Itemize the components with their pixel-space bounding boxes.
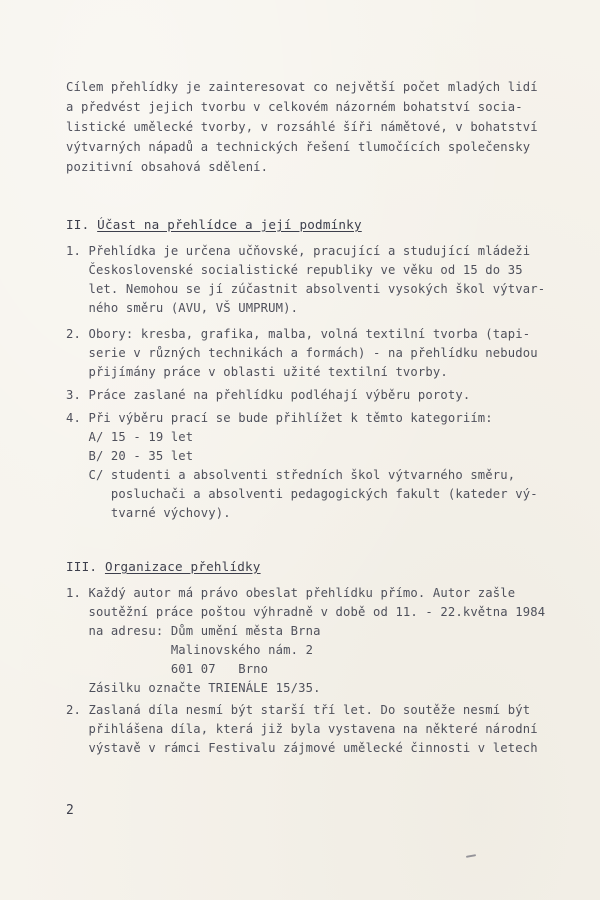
list-item: serie v různých technikách a formách) - na přehlídku nebudou xyxy=(66,346,538,360)
section-number: III. xyxy=(66,559,98,574)
section-heading-3 xyxy=(66,560,261,574)
list-item: na adresu: Dům umění města Brna xyxy=(66,624,321,638)
address-line: Malinovského nám. 2 xyxy=(66,643,314,657)
list-item: let. Nemohou se jí zúčastnit absolventi vysokých škol výtvar- xyxy=(66,282,546,296)
list-item: posluchači a absolventi pedagogických fakult (kateder vý- xyxy=(66,487,538,501)
list-item: Československé socialistické republiky ve věku od 15 do 35 xyxy=(66,263,523,277)
list-item: 1. Přehlídka je určena učňovské, pracující a studující mládeži xyxy=(66,244,531,258)
intro-line: výtvarných nápadů a technických řešení tlumočících společensky xyxy=(66,140,531,154)
list-item: ného směru (AVU, VŠ UMPRUM). xyxy=(66,301,299,315)
list-item: soutěžní práce poštou výhradně v době od 11. - 22.května 1984 xyxy=(66,605,546,619)
section-title: Organizace přehlídky xyxy=(104,559,261,574)
intro-line: Cílem přehlídky je zainteresovat co největší počet mladých lidí xyxy=(66,80,538,94)
list-item: 1. Každý autor má právo obeslat přehlídku přímo. Autor zašle xyxy=(66,586,516,600)
list-item: 2. Zaslaná díla nesmí být starší tří let. Do soutěže nesmí být xyxy=(66,703,531,717)
list-item: B/ 20 - 35 let xyxy=(66,449,194,463)
address-line: 601 07 Brno xyxy=(66,662,269,676)
list-item: přijímány práce v oblasti užité textilní tvorby. xyxy=(66,365,448,379)
ink-speck xyxy=(466,854,476,858)
list-item: 3. Práce zaslané na přehlídku podléhají výběru poroty. xyxy=(66,388,471,402)
intro-line: pozitivní obsahová sdělení. xyxy=(66,160,269,174)
list-item: C/ studenti a absolventi středních škol výtvarného směru, xyxy=(66,468,516,482)
section-title: Účast na přehlídce a její podmínky xyxy=(97,217,362,232)
list-item: Zásilku označte TRIENÁLE 15/35. xyxy=(66,681,321,695)
list-item: přihlášena díla, která již byla vystavena na některé národní xyxy=(66,722,538,736)
section-number: II. xyxy=(66,217,90,232)
list-item: tvarné výchovy). xyxy=(66,506,231,520)
list-item: 4. Při výběru prací se bude přihlížet k těmto kategoriím: xyxy=(66,411,493,425)
list-item: výstavě v rámci Festivalu zájmové umělecké činnosti v letech xyxy=(66,741,538,755)
page-number: 2 xyxy=(66,803,74,818)
list-item: A/ 15 - 19 let xyxy=(66,430,194,444)
intro-line: listické umělecké tvorby, v rozsáhlé šíři námětové, v bohatství xyxy=(66,120,538,134)
list-item: 2. Obory: kresba, grafika, malba, volná textilní tvorba (tapi- xyxy=(66,327,531,341)
section-heading-2 xyxy=(66,218,362,232)
intro-line: a předvést jejich tvorbu v celkovém názorném bohatství socia- xyxy=(66,100,523,114)
